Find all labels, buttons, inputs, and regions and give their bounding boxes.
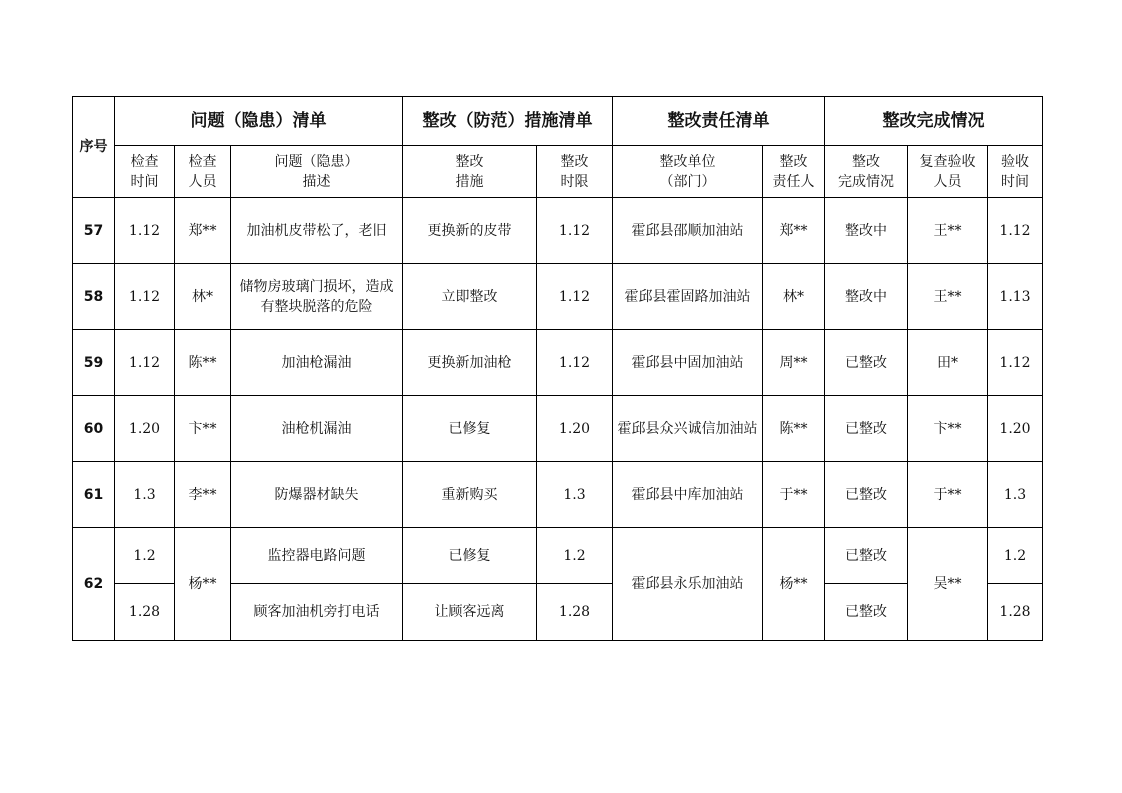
row-reviewer: 于** bbox=[908, 462, 988, 528]
group-header-issues: 问题（隐患）清单 bbox=[115, 97, 403, 146]
row-deadline: 1.12 bbox=[537, 264, 613, 330]
row-owner: 于** bbox=[763, 462, 825, 528]
row-unit: 霍邱县永乐加油站 bbox=[613, 528, 763, 641]
row-accept-time: 1.2 bbox=[988, 528, 1043, 584]
row-checker: 陈** bbox=[175, 330, 231, 396]
table-row bbox=[73, 462, 1043, 528]
row-unit: 霍邱县中库加油站 bbox=[613, 462, 763, 528]
row-issue: 顾客加油机旁打电话 bbox=[231, 584, 403, 641]
row-accept-time: 1.28 bbox=[988, 584, 1043, 641]
row-status: 已整改 bbox=[825, 462, 908, 528]
row-status: 已整改 bbox=[825, 396, 908, 462]
row-checker: 郑** bbox=[175, 198, 231, 264]
row-issue: 储物房玻璃门损坏，造成有整块脱落的危险 bbox=[231, 264, 403, 330]
group-header-measures: 整改（防范）措施清单 bbox=[403, 97, 613, 146]
row-accept-time: 1.12 bbox=[988, 330, 1043, 396]
row-issue: 油枪机漏油 bbox=[231, 396, 403, 462]
row-issue: 加油枪漏油 bbox=[231, 330, 403, 396]
subheader-unit: 整改单位 （部门） bbox=[613, 146, 763, 198]
table-row-62a bbox=[73, 528, 1043, 584]
subheader-status: 整改 完成情况 bbox=[825, 146, 908, 198]
row-deadline: 1.3 bbox=[537, 462, 613, 528]
row-seq: 58 bbox=[73, 264, 115, 330]
row-reviewer: 田* bbox=[908, 330, 988, 396]
row-checker: 林* bbox=[175, 264, 231, 330]
row-reviewer: 吴** bbox=[908, 528, 988, 641]
row-check-time: 1.12 bbox=[115, 198, 175, 264]
row-owner: 林* bbox=[763, 264, 825, 330]
row-check-time: 1.28 bbox=[115, 584, 175, 641]
row-deadline: 1.2 bbox=[537, 528, 613, 584]
row-measure: 已修复 bbox=[403, 528, 537, 584]
rectification-table bbox=[72, 96, 1043, 641]
row-reviewer: 卞** bbox=[908, 396, 988, 462]
row-unit: 霍邱县中固加油站 bbox=[613, 330, 763, 396]
row-issue: 监控器电路问题 bbox=[231, 528, 403, 584]
subheader-check-time: 检查 时间 bbox=[115, 146, 175, 198]
row-measure: 已修复 bbox=[403, 396, 537, 462]
row-checker: 李** bbox=[175, 462, 231, 528]
row-accept-time: 1.13 bbox=[988, 264, 1043, 330]
group-header-row bbox=[73, 97, 1043, 146]
row-accept-time: 1.20 bbox=[988, 396, 1043, 462]
row-seq: 59 bbox=[73, 330, 115, 396]
subheader-owner: 整改 责任人 bbox=[763, 146, 825, 198]
row-check-time: 1.2 bbox=[115, 528, 175, 584]
row-owner: 杨** bbox=[763, 528, 825, 641]
row-seq: 60 bbox=[73, 396, 115, 462]
row-unit: 霍邱县众兴诚信加油站 bbox=[613, 396, 763, 462]
row-status: 已整改 bbox=[825, 584, 908, 641]
row-measure: 重新购买 bbox=[403, 462, 537, 528]
row-check-time: 1.20 bbox=[115, 396, 175, 462]
row-seq: 57 bbox=[73, 198, 115, 264]
row-check-time: 1.3 bbox=[115, 462, 175, 528]
group-header-responsibility: 整改责任清单 bbox=[613, 97, 825, 146]
table-row bbox=[73, 264, 1043, 330]
row-seq: 62 bbox=[73, 528, 115, 641]
row-accept-time: 1.12 bbox=[988, 198, 1043, 264]
table-row bbox=[73, 330, 1043, 396]
row-measure: 立即整改 bbox=[403, 264, 537, 330]
row-measure: 更换新加油枪 bbox=[403, 330, 537, 396]
table-row bbox=[73, 396, 1043, 462]
row-owner: 陈** bbox=[763, 396, 825, 462]
table-row bbox=[73, 198, 1043, 264]
row-owner: 郑** bbox=[763, 198, 825, 264]
row-status: 整改中 bbox=[825, 198, 908, 264]
row-unit: 霍邱县邵顺加油站 bbox=[613, 198, 763, 264]
row-measure: 让顾客远离 bbox=[403, 584, 537, 641]
row-checker: 卞** bbox=[175, 396, 231, 462]
subheader-accept-time: 验收 时间 bbox=[988, 146, 1043, 198]
subheader-deadline: 整改 时限 bbox=[537, 146, 613, 198]
row-checker: 杨** bbox=[175, 528, 231, 641]
row-check-time: 1.12 bbox=[115, 330, 175, 396]
row-accept-time: 1.3 bbox=[988, 462, 1043, 528]
subheader-measure: 整改 措施 bbox=[403, 146, 537, 198]
row-check-time: 1.12 bbox=[115, 264, 175, 330]
row-unit: 霍邱县霍固路加油站 bbox=[613, 264, 763, 330]
row-deadline: 1.20 bbox=[537, 396, 613, 462]
group-header-completion: 整改完成情况 bbox=[825, 97, 1043, 146]
row-deadline: 1.12 bbox=[537, 198, 613, 264]
row-seq: 61 bbox=[73, 462, 115, 528]
row-status: 已整改 bbox=[825, 528, 908, 584]
row-status: 已整改 bbox=[825, 330, 908, 396]
row-deadline: 1.28 bbox=[537, 584, 613, 641]
row-status: 整改中 bbox=[825, 264, 908, 330]
row-issue: 加油机皮带松了，老旧 bbox=[231, 198, 403, 264]
row-deadline: 1.12 bbox=[537, 330, 613, 396]
row-measure: 更换新的皮带 bbox=[403, 198, 537, 264]
row-issue: 防爆器材缺失 bbox=[231, 462, 403, 528]
row-owner: 周** bbox=[763, 330, 825, 396]
subheader-reviewer: 复查验收 人员 bbox=[908, 146, 988, 198]
row-reviewer: 王** bbox=[908, 264, 988, 330]
subheader-checker: 检查 人员 bbox=[175, 146, 231, 198]
subheader-issue: 问题（隐患） 描述 bbox=[231, 146, 403, 198]
row-reviewer: 王** bbox=[908, 198, 988, 264]
sub-header-row bbox=[73, 146, 1043, 198]
seq-header: 序号 bbox=[73, 97, 115, 198]
